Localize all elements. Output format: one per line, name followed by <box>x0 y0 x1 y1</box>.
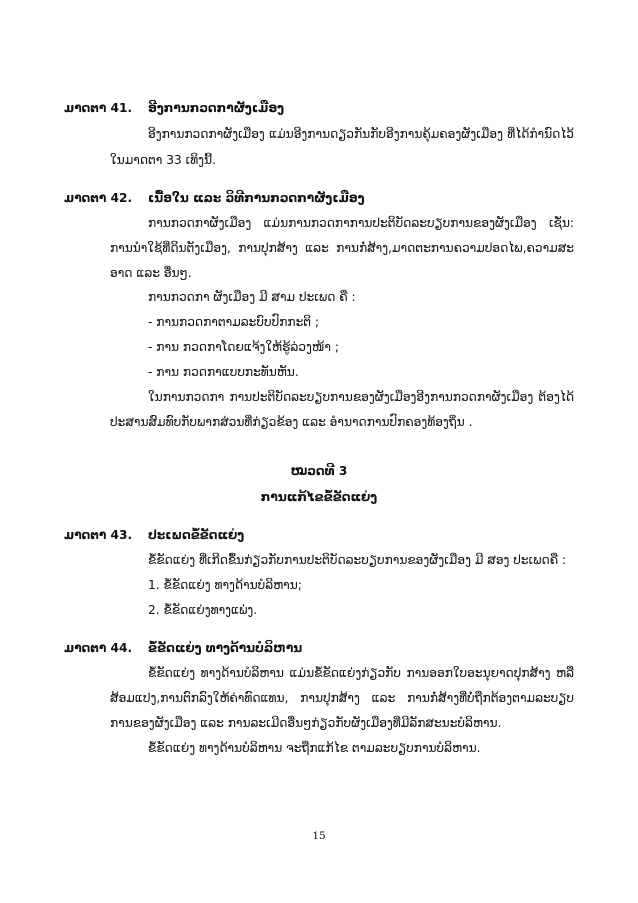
article-41-line-2: ໃນມາດຕາ 33 ເທິງນີ້. <box>110 153 216 167</box>
article-43-line-1: ຂໍ້ຂັດແຍ່ງ ທີ່ເກີດຂຶ້ນກ່ຽວກັບການປະຕິບັດລະບຽບການຂອງຜັງເມືອງ ມີ ສອງ ປະເພດຄື : <box>148 553 567 567</box>
chapter-title: ການແກ້ໄຂຂໍ້ຂັດແຍ່ງ <box>260 490 378 504</box>
article-42-list-item-3: - ການ ກວດກາແບບກະທັນຫັນ. <box>148 365 299 379</box>
article-41-number: ມາດຕາ 41. <box>64 101 133 115</box>
article-42-line-8: ໃນການກວດກາ ການປະຕິບັດລະບຽບການຂອງຜັງເມືອງອີງການກວດກາຜັງເມືອງ ຕ້ອງໄດ້ <box>148 390 574 404</box>
chapter-number: ໝວດທີ 3 <box>290 464 348 478</box>
article-42-title: ເນື້ອໃນ ແລະ ວິທີການກວດກາຜັງເມືອງ <box>148 191 365 205</box>
article-44-title: ຂໍ້ຂັດແຍ່ງ ທາງດ້ານບໍລິຫານ <box>148 641 303 655</box>
article-44-number: ມາດຕາ 44. <box>64 641 133 655</box>
article-41-line-1: ອີງການກວດກາຜັງເມືອງ ແມ່ນອີງການດຽວກັນກັບອີງການຄຸ້ມຄອງຜັງເມືອງ ທີ່ໄດ້ກຳນົດໄວ້ <box>148 127 574 141</box>
article-43-number: ມາດຕາ 43. <box>64 528 133 542</box>
article-44-line-2: ສ້ອມແປງ,ການຕົກລົງໃຫ້ຄ່າທົດແທນ, ການປຸກສ້າງ ແລະ ການກໍ່ສ້າງທີ່ບໍ່ຖືກຕ້ອງຕາມລະບຽບ <box>110 691 574 705</box>
article-43-list-item-1: 1. ຂໍ້ຂັດແຍ່ງ ທາງດ້ານບໍລິຫານ; <box>148 578 302 592</box>
article-42-line-4: ການກວດກາ ຜັງເມືອງ ມີ ສາມ ປະເພດ ຄື : <box>148 290 356 304</box>
article-41-title: ອີງການກວດກາຜັງເມືອງ <box>148 101 285 115</box>
article-44-line-3: ການຂອງຜັງເມືອງ ແລະ ການລະເມີດອື່ນໆກ່ຽວກັບຜັງເມືອງທີ່ມີລັກສະນະບໍລິຫານ. <box>110 716 502 730</box>
article-42-list-item-1: - ການກວດກາຕາມລະບົບປົກກະຕິ ; <box>148 315 320 329</box>
article-42-list-item-2: - ການ ກວດກາໂດຍແຈ້ງໃຫ້ຮູ້ລ່ວງໜ້າ ; <box>148 340 339 354</box>
article-42-line-1: ການກວດກາຜັງເມືອງ ແມ່ນການກວດກາການປະຕິບັດລະບຽບການຂອງຜັງເມືອງ ເຊັ່ນ: <box>148 216 574 230</box>
article-43-title: ປະເພດຂໍ້ຂັດແຍ່ງ <box>148 528 245 542</box>
article-43-list-item-2: 2. ຂໍ້ຂັດແຍ່ງທາງແພ່ງ. <box>148 603 258 617</box>
article-44-line-4: ຂໍ້ຂັດແຍ່ງ ທາງດ້ານບໍລິຫານ ຈະຖືກແກ້ໄຂ ຕາມລະບຽບການບໍລິຫານ. <box>148 741 481 755</box>
article-42-line-9: ປະສານສົມທົບກັບພາກສ່ວນທີ່ກ່ຽວຂ້ອງ ແລະ ອຳນາດການປົກຄອງທ້ອງຖິ່ນ . <box>110 415 473 429</box>
article-44-line-1: ຂໍ້ຂັດແຍ່ງ ທາງດ້ານບໍລິຫານ ແມ່ນຂໍ້ຂັດແຍ່ງກ່ຽວກັບ ການອອກໃບອະນຸຍາດປຸກສ້າງ ຫລື <box>148 666 574 680</box>
page-number: 15 <box>312 830 326 842</box>
article-42-number: ມາດຕາ 42. <box>64 191 133 205</box>
article-42-line-3: ອາດ ແລະ ອື່ນໆ. <box>110 266 192 280</box>
article-42-line-2: ການນຳໃຊ້ທີ່ດິນຕັງເມືອງ, ການປຸກສ້າງ ແລະ ການກໍ່ສ້າງ,ມາດຕະການຄວາມປອດໄພ,ຄວາມສະ <box>110 241 574 255</box>
